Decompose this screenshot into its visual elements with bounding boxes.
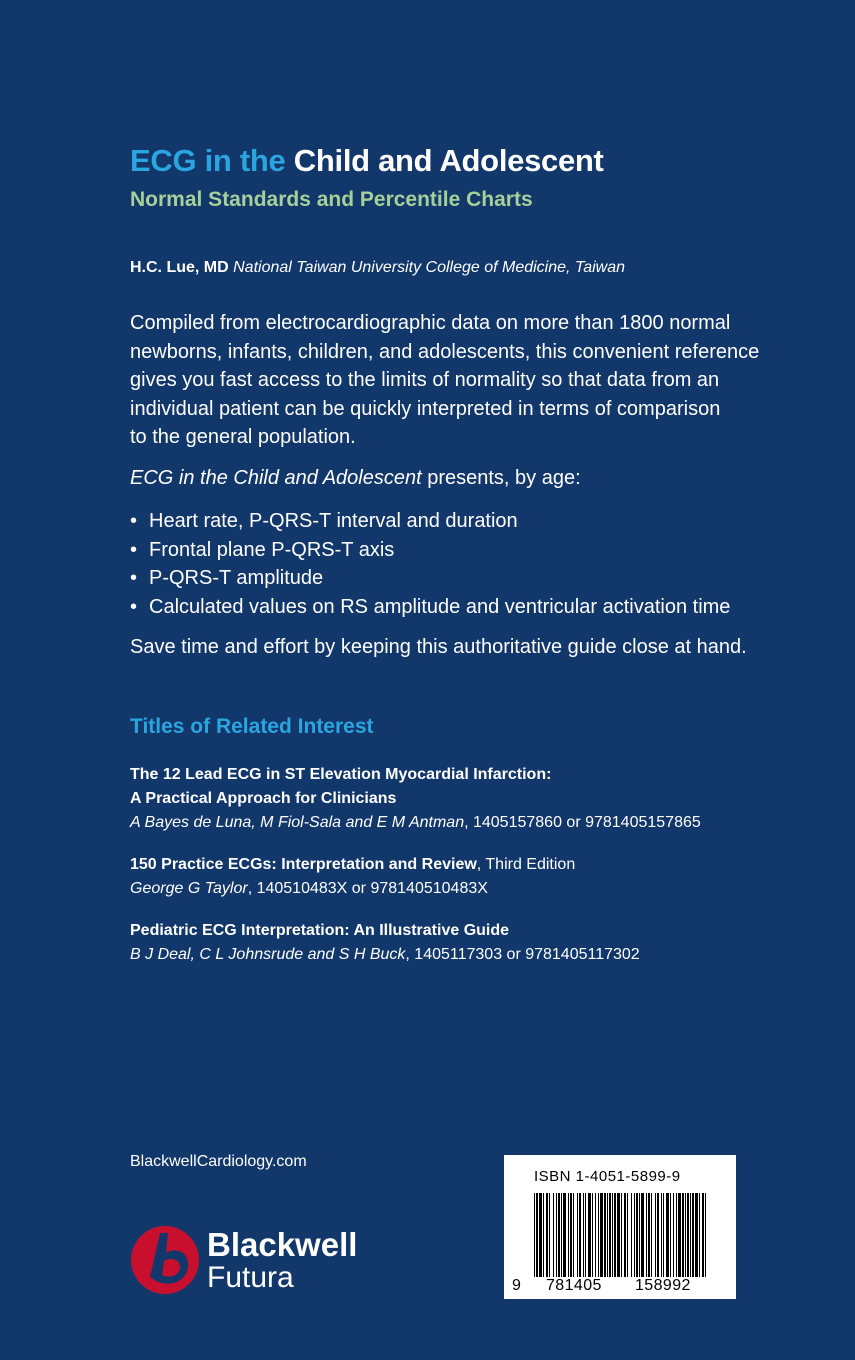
title-main: Child and Adolescent: [293, 143, 604, 178]
bullet-icon: •: [130, 538, 138, 561]
list-item: [130, 536, 730, 565]
barcode-bar: [546, 1193, 548, 1277]
list-item-text: Heart rate, P-QRS-T interval and duration: [149, 510, 518, 532]
related-title-entry: [130, 853, 575, 901]
barcode-bar: [588, 1193, 591, 1277]
publisher-name: Blackwell: [207, 1226, 358, 1263]
barcode-digit-group: 158992: [635, 1277, 691, 1294]
author-line: [130, 259, 625, 277]
barcode-bar: [585, 1193, 586, 1277]
related-title-meta: [130, 811, 701, 835]
isbn-label: ISBN 1-4051-5899-9: [534, 1168, 681, 1185]
barcode-bar: [549, 1193, 550, 1277]
barcode-bar: [543, 1193, 544, 1277]
related-title-isbns: , 140510483X or 978140510483X: [247, 880, 488, 897]
barcode-bar: [690, 1193, 691, 1277]
barcode-digit-first: 9: [512, 1277, 522, 1294]
barcode-bar: [702, 1193, 704, 1277]
list-item-text: Frontal plane P-QRS-T axis: [149, 538, 395, 561]
description-line: individual patient can be quickly interpreted in terms of comparison: [130, 397, 721, 420]
description-line: Compiled from electrocardiographic data on more than 1800 normal: [130, 312, 731, 334]
barcode-bar: [604, 1193, 606, 1277]
list-item: [130, 564, 730, 593]
barcode-bar: [598, 1193, 599, 1277]
barcode-bar: [666, 1193, 669, 1277]
related-title-isbns: , 1405157860 or 9781405157865: [464, 814, 701, 831]
closing-sentence: Save time and effort by keeping this authoritative guide close at hand.: [130, 636, 747, 658]
barcode-bar: [568, 1193, 569, 1277]
barcode-bar: [663, 1193, 664, 1277]
barcode-bar: [592, 1193, 593, 1277]
related-title-isbns: , 1405117303 or 9781405117302: [405, 946, 640, 963]
related-title-meta: [130, 877, 575, 901]
barcode-bar: [705, 1193, 706, 1277]
list-item: [130, 507, 730, 536]
author-affiliation: National Taiwan University College of Medicine, Taiwan: [233, 259, 626, 276]
barcode-bar: [661, 1193, 662, 1277]
barcode-bar: [639, 1193, 640, 1277]
related-title-name-cont: A Practical Approach for Clinicians: [130, 790, 397, 807]
blackwell-logo-icon: [130, 1225, 200, 1295]
barcode-bar: [657, 1193, 659, 1277]
barcode-bar: [692, 1193, 694, 1277]
barcode-bar: [646, 1193, 647, 1277]
list-item-text: P-QRS-T amplitude: [149, 567, 324, 589]
barcode-bar: [655, 1193, 656, 1277]
barcode-bar: [570, 1193, 572, 1277]
list-item: [130, 593, 730, 622]
barcode-bar: [687, 1193, 689, 1277]
book-title: [130, 143, 604, 179]
bullet-icon: •: [130, 510, 138, 532]
barcode-bar: [678, 1193, 681, 1277]
barcode-bar: [577, 1193, 578, 1277]
description-line: gives you fast access to the limits of normality so that data from an: [130, 369, 720, 391]
barcode-digit-group: 781405: [546, 1277, 602, 1294]
related-title-entry: [130, 763, 701, 835]
related-title-authors: B J Deal, C L Johnsrude and S H Buck: [130, 946, 406, 963]
author-name: H.C. Lue, MD: [130, 259, 229, 276]
intro-rest: presents, by age:: [421, 467, 581, 489]
barcode-bar: [583, 1193, 584, 1277]
barcode-bar: [699, 1193, 700, 1277]
list-item-text: Calculated values on RS amplitude and ventricular activation time: [149, 595, 731, 618]
barcode-bar: [636, 1193, 638, 1277]
barcode-bar: [621, 1193, 622, 1277]
barcode-bar: [685, 1193, 686, 1277]
barcode-bar: [648, 1193, 650, 1277]
contents-intro: [130, 467, 581, 490]
barcode-bar: [609, 1193, 611, 1277]
barcode-bars: [534, 1193, 706, 1277]
barcode-bar: [612, 1193, 613, 1277]
related-title-entry: [130, 919, 640, 967]
barcode-bar: [676, 1193, 677, 1277]
barcode-bar: [558, 1193, 560, 1277]
publisher-imprint: Futura: [207, 1261, 294, 1294]
description-paragraph: [130, 309, 770, 452]
related-title-heading-line: [130, 853, 575, 877]
barcode-bar: [614, 1193, 616, 1277]
description-line: to the general population.: [130, 426, 356, 448]
barcode-bar: [600, 1193, 603, 1277]
related-title-name: 150 Practice ECGs: Interpretation and Review: [130, 856, 477, 873]
barcode-bar: [670, 1193, 671, 1277]
barcode-bar: [624, 1193, 626, 1277]
barcode-bar: [553, 1193, 554, 1277]
barcode-bar: [695, 1193, 698, 1277]
description-line: newborns, infants, children, and adolescents, this convenient reference: [130, 340, 760, 363]
publisher-wordmark: [207, 1228, 357, 1293]
barcode-bar: [627, 1193, 628, 1277]
barcode-bar: [579, 1193, 581, 1277]
website-url: BlackwellCardiology.com: [130, 1153, 307, 1170]
barcode-bar: [631, 1193, 632, 1277]
title-prefix: ECG in the: [130, 143, 286, 178]
related-title-authors: A Bayes de Luna, M Fiol-Sala and E M Antman: [130, 814, 465, 831]
barcode-bar: [673, 1193, 674, 1277]
feature-list: [130, 507, 730, 621]
barcode-bar: [563, 1193, 566, 1277]
isbn-barcode: [504, 1155, 736, 1299]
related-title-edition: , Third Edition: [476, 856, 576, 873]
barcode-bar: [536, 1193, 538, 1277]
barcode-bar: [561, 1193, 562, 1277]
barcode-bar: [641, 1193, 644, 1277]
related-titles-heading: Titles of Related Interest: [130, 715, 374, 738]
book-subtitle: Normal Standards and Percentile Charts: [130, 188, 533, 211]
intro-book-title: ECG in the Child and Adolescent: [130, 467, 422, 489]
bullet-icon: •: [130, 567, 138, 589]
barcode-bar: [534, 1193, 535, 1277]
related-title-meta: [130, 943, 640, 967]
barcode-bar: [556, 1193, 557, 1277]
barcode-bar: [595, 1193, 596, 1277]
barcode-bar: [682, 1193, 684, 1277]
barcode-bar: [607, 1193, 608, 1277]
related-title-name: The 12 Lead ECG in ST Elevation Myocardial Infarction:: [130, 766, 552, 783]
barcode-bar: [634, 1193, 635, 1277]
related-title-authors: George G Taylor: [130, 880, 248, 897]
bullet-icon: •: [130, 595, 138, 618]
barcode-bar: [573, 1193, 574, 1277]
related-title-name: Pediatric ECG Interpretation: An Illustrative Guide: [130, 922, 510, 939]
barcode-bar: [617, 1193, 620, 1277]
barcode-bar: [651, 1193, 652, 1277]
barcode-bar: [539, 1193, 542, 1277]
